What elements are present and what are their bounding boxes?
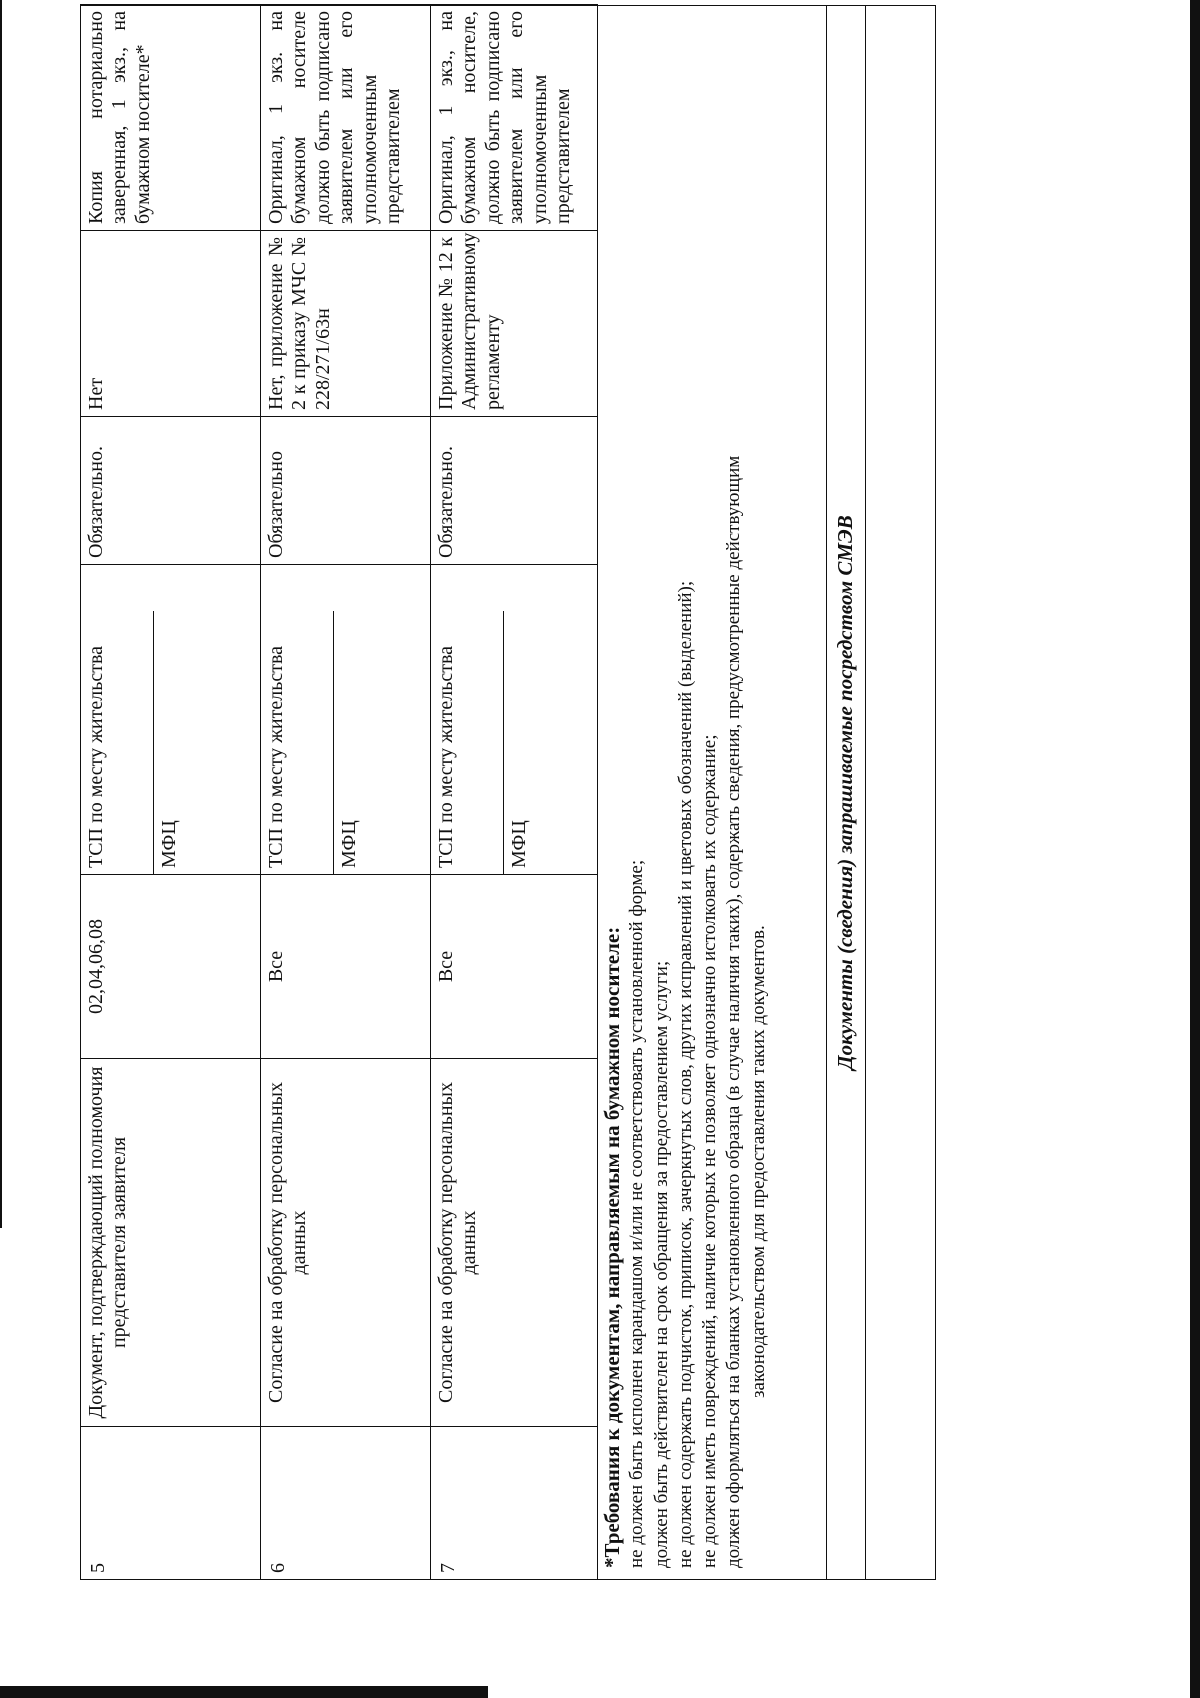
paper-requirements bbox=[600, 8, 771, 1568]
requirement-item: должен быть действителен на срок обращения за предоставлением услуги; bbox=[650, 960, 672, 1568]
document-requirements: Оригинал, 1 экз. на бумажном носителе должно быть подписано заявителем или его уполномоченным представителем bbox=[261, 5, 431, 231]
place-tsp: ТСП по месту жительства bbox=[435, 645, 457, 868]
document-name: Согласие на обработку персональных данных bbox=[261, 1059, 431, 1427]
scan-border-left bbox=[0, 0, 2, 1228]
submission-place bbox=[81, 565, 261, 875]
document-requirements: Копия нотариально заверенная, 1 экз., на бумажном носителе* bbox=[81, 5, 261, 231]
requirements-title: *Требования к документам, направляемым на бумажном носителе: bbox=[600, 926, 624, 1568]
scan-border-bottom bbox=[0, 1686, 488, 1698]
place-mfc: МФЦ bbox=[503, 611, 556, 874]
mandatory-flag: Обязательно. bbox=[81, 417, 261, 565]
documents-table bbox=[80, 4, 598, 1580]
mandatory-flag: Обязательно. bbox=[431, 417, 598, 565]
place-tsp: ТСП по месту жительства bbox=[265, 645, 287, 868]
smev-section-header bbox=[826, 5, 866, 1580]
submission-place bbox=[261, 565, 431, 875]
requirement-item-continuation: законодательством для предоставления таких документов. bbox=[747, 925, 769, 1398]
requirement-item: не должен быть исполнен карандашом и/или не соответствовать установленной форме; bbox=[626, 859, 648, 1568]
scan-border-right bbox=[1190, 0, 1200, 1698]
requirement-item: не должен иметь повреждений, наличие которых не позволяет однозначно истолковать их содержание; bbox=[699, 734, 721, 1568]
requirement-item: не должен содержать подчисток, приписок, зачеркнутых слов, других исправлений и цветовых обозначений (выделений); bbox=[674, 580, 696, 1568]
mandatory-flag: Обязательно bbox=[261, 417, 431, 565]
applicant-category: Все bbox=[261, 875, 431, 1059]
document-name: Документ, подтверждающий полномочия представителя заявителя bbox=[81, 1059, 261, 1427]
row-number: 5 bbox=[81, 1427, 261, 1580]
document-requirements: Оригинал, 1 экз., на бумажном носителе, должно быть подписано заявителем или его уполномоченным представителем bbox=[431, 5, 598, 231]
table-row bbox=[81, 5, 261, 1580]
requirement-item: должен оформляться на бланках установленного образца (в случае наличия таких), содержать сведения, предусмотренные действующим bbox=[723, 455, 745, 1568]
form-template: Нет, приложение № 2 к приказу МЧС № 228/271/63н bbox=[261, 231, 431, 417]
place-tsp: ТСП по месту жительства bbox=[85, 645, 107, 868]
place-mfc: МФЦ bbox=[333, 611, 386, 874]
place-mfc: МФЦ bbox=[153, 611, 206, 874]
table-row bbox=[261, 5, 431, 1580]
applicant-category: Все bbox=[431, 875, 598, 1059]
document-name: Согласие на обработку персональных данных bbox=[431, 1059, 598, 1427]
applicant-category: 02,04,06,08 bbox=[81, 875, 261, 1059]
submission-place bbox=[431, 565, 598, 875]
row-number: 7 bbox=[431, 1427, 598, 1580]
row-number: 6 bbox=[261, 1427, 431, 1580]
table-row bbox=[431, 5, 598, 1580]
smev-section-title: Документы (сведения) запрашиваемые посредством СМЭВ bbox=[833, 515, 857, 1070]
rotated-page bbox=[80, 0, 940, 1580]
form-template: Нет bbox=[81, 231, 261, 417]
form-template: Приложение № 12 к Административному регламенту bbox=[431, 231, 598, 417]
